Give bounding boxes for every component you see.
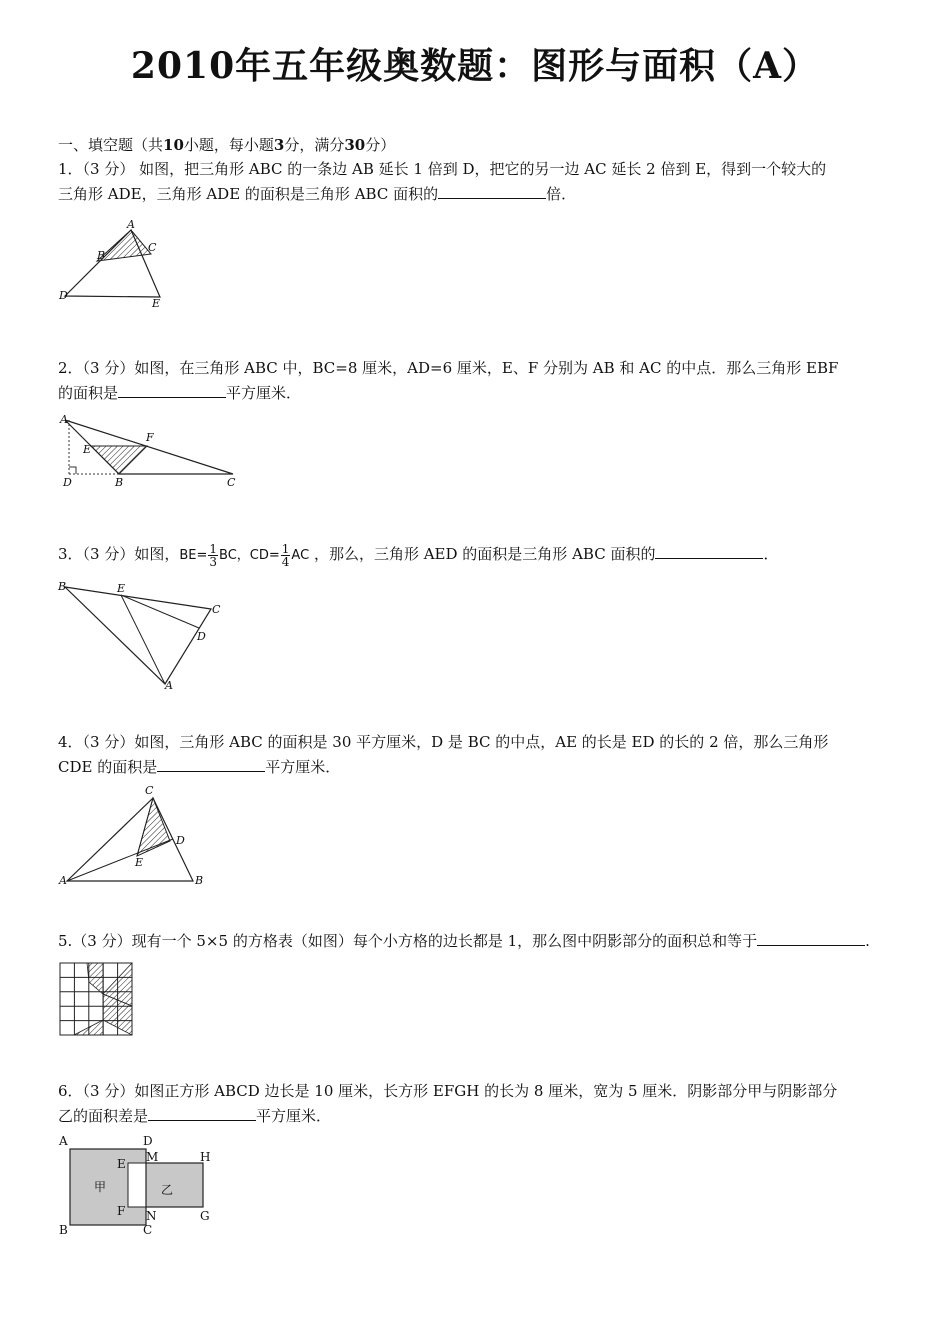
answer-blank-4[interactable]	[157, 757, 265, 772]
question-2-line-2: 的面积是 平方厘米．	[58, 384, 302, 402]
question-4-line-1: 4．（3 分）如图，三角形 ABC 的面积是 30 平方厘米，D 是 BC 的中点，AE 的长是 ED 的长的 2 倍，那么三角形	[58, 733, 829, 751]
question-2	[58, 356, 898, 406]
label-d: D	[176, 834, 185, 847]
question-3: 3．（3 分）如图，BE= $\frac{1}{3}$ BC，CD= $\frac{1}{4}$ AC ，那么，三角形 AED 的面积是三角形 ABC 面积的 ．	[58, 541, 779, 569]
label-b: B	[115, 476, 124, 489]
label-jia: 甲	[94, 1180, 107, 1194]
label-c: C	[148, 241, 157, 254]
label-e: E	[117, 582, 126, 595]
answer-blank-5[interactable]	[757, 931, 865, 946]
label-a: A	[59, 874, 67, 887]
page-title: 2010年五年级奥数题：图形与面积（A）	[130, 45, 820, 87]
answer-blank-2[interactable]	[118, 383, 226, 398]
unshaded-strip	[128, 1163, 146, 1207]
fraction-one-third: $\frac{1}{3}$	[209, 541, 218, 569]
segment-ea	[121, 595, 165, 684]
label-f: F	[146, 431, 154, 444]
figure-6	[55, 1133, 225, 1238]
label-c: C	[212, 603, 221, 616]
label-h: H	[200, 1150, 211, 1164]
answer-blank-6[interactable]	[148, 1106, 256, 1121]
label-a: A	[60, 413, 68, 426]
question-1-line-2: 三角形 ADE，三角形 ADE 的面积是三角形 ABC 面积的 倍．	[58, 185, 577, 203]
label-b: B	[58, 580, 67, 593]
segment-ed	[121, 595, 199, 628]
shaded-triangle-ebf	[91, 446, 147, 474]
right-angle-mark	[69, 467, 76, 474]
label-a: A	[165, 679, 173, 692]
label-c: C	[143, 1223, 153, 1237]
label-d: D	[59, 289, 68, 302]
label-c: C	[227, 476, 236, 489]
label-b: B	[59, 1223, 68, 1237]
section-header: 一、填空题（共10小题，每小题3分，满分30分）	[58, 136, 396, 154]
segment-ad	[67, 839, 173, 881]
label-e: E	[152, 297, 161, 310]
question-6	[58, 1079, 898, 1129]
triangle-ade	[65, 230, 160, 297]
label-e: E	[83, 443, 92, 456]
triangle-abc	[67, 798, 193, 881]
question-1-line-1: 1．（3 分） 如图，把三角形 ABC 的一条边 AB 延长 1 倍到 D，把它的另一边 AC 延长 2 倍到 E，得到一个较大的	[58, 160, 827, 178]
label-d: D	[143, 1134, 153, 1148]
question-1	[58, 157, 898, 207]
label-b: B	[97, 249, 106, 262]
shaded-triangle-cde	[137, 798, 170, 856]
label-m: M	[146, 1150, 159, 1164]
question-6-line-1: 6．（3 分）如图正方形 ABCD 边长是 10 厘米，长方形 EFGH 的长为 8 厘米，宽为 5 厘米．阴影部分甲与阴影部分	[58, 1082, 838, 1100]
answer-blank-3[interactable]	[655, 544, 763, 559]
figure-3	[55, 578, 235, 693]
label-a: A	[127, 218, 135, 231]
label-d: D	[197, 630, 206, 643]
question-5: 5.（3 分）现有一个 5×5 的方格表（如图）每个小方格的边长都是 1，那么图中阴影部分的面积总和等于 .	[58, 932, 870, 950]
label-g: G	[200, 1209, 210, 1223]
label-e: E	[117, 1157, 126, 1171]
fraction-one-fourth: $\frac{1}{4}$	[281, 541, 290, 569]
label-yi: 乙	[161, 1183, 174, 1197]
label-c: C	[145, 784, 154, 797]
label-a: A	[59, 1134, 68, 1148]
triangle-abc	[65, 587, 211, 684]
question-2-line-1: 2．（3 分）如图，在三角形 ABC 中，BC=8 厘米，AD=6 厘米，E、F 分别为 AB 和 AC 的中点．那么三角形 EBF	[58, 359, 839, 377]
shaded-piece-1	[87, 963, 103, 994]
figure-4	[55, 784, 215, 889]
figure-2	[55, 412, 255, 492]
rect-efgh-right	[146, 1163, 203, 1207]
label-d: D	[63, 476, 72, 489]
label-b: B	[195, 874, 204, 887]
question-6-line-2: 乙的面积差是 平方厘米．	[58, 1107, 332, 1125]
figure-5-grid	[59, 962, 133, 1036]
question-4	[58, 730, 898, 780]
question-4-line-2: CDE 的面积是 平方厘米．	[58, 758, 341, 776]
label-e: E	[135, 856, 144, 869]
figure-1	[55, 218, 175, 313]
label-n: N	[146, 1209, 157, 1223]
answer-blank-1[interactable]	[438, 184, 546, 199]
label-f: F	[117, 1204, 126, 1218]
